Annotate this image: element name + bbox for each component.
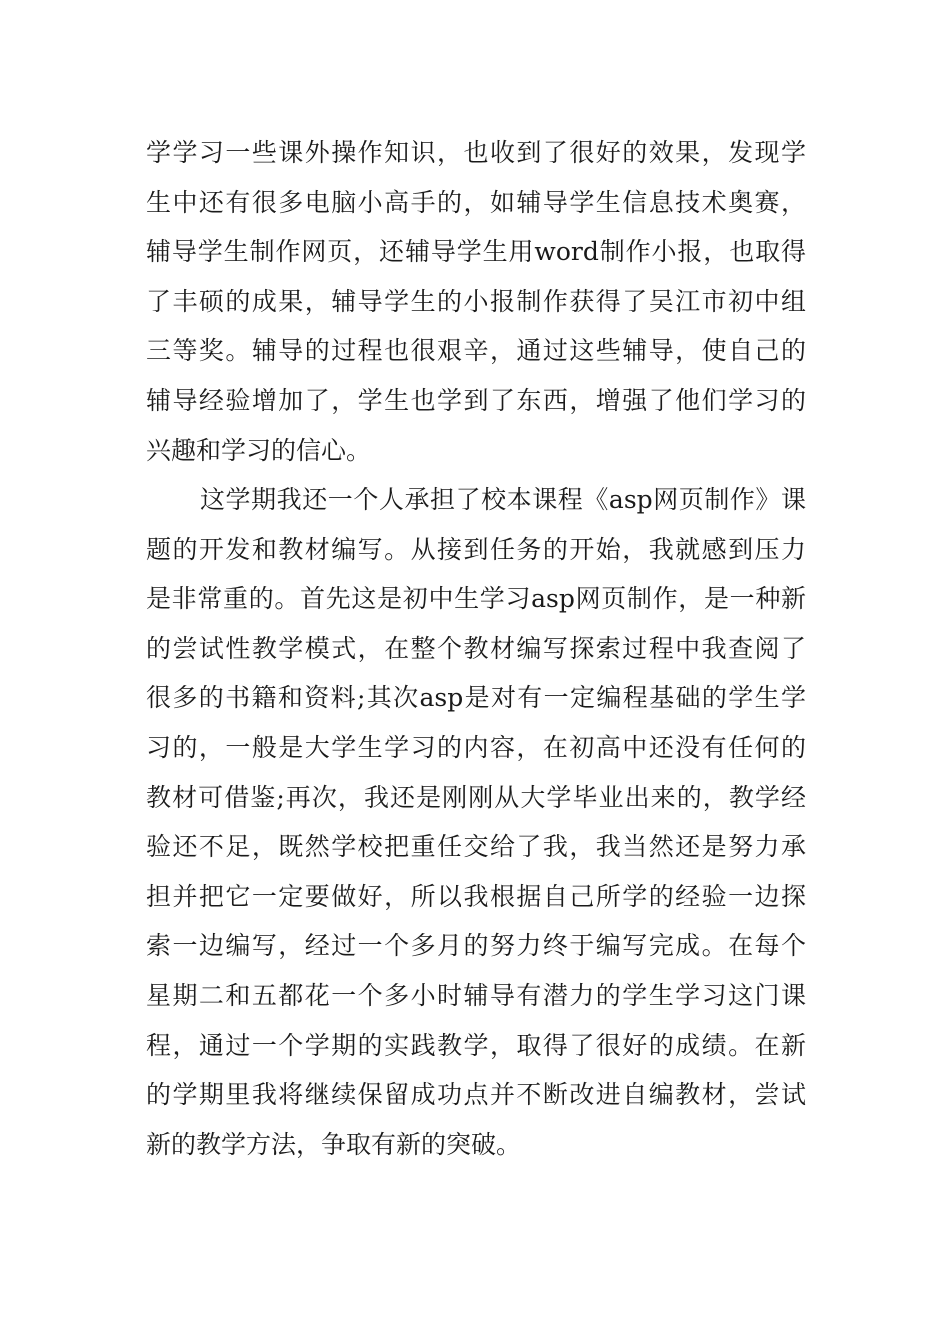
text-line: 兴趣和学习的信心。 — [146, 435, 372, 465]
text-line: 星期二和五都花一个多小时辅导有潜力的学生学习这门课 — [146, 980, 806, 1010]
paragraph-1 — [146, 128, 806, 475]
text-line: 是非常重的。首先这是初中生学习asp网页制作，是一种新 — [146, 584, 806, 614]
text-line: 程，通过一个学期的实践教学，取得了很好的成绩。在新 — [146, 1030, 806, 1060]
text-line: 三等奖。辅导的过程也很艰辛，通过这些辅导，使自己的 — [146, 336, 806, 366]
text-line: 习的，一般是大学生学习的内容，在初高中还没有任何的 — [146, 732, 806, 762]
text-line: 担并把它一定要做好，所以我根据自己所学的经验一边探 — [146, 881, 806, 911]
text-line: 教材可借鉴;再次，我还是刚刚从大学毕业出来的，教学经 — [146, 782, 806, 812]
text-line: 这学期我还一个人承担了校本课程《asp网页制作》课 — [200, 485, 806, 514]
paragraph-2 — [146, 475, 806, 1169]
text-line: 很多的书籍和资料;其次asp是对有一定编程基础的学生学 — [146, 683, 806, 713]
text-line: 新的教学方法，争取有新的突破。 — [146, 1129, 522, 1159]
text-line: 题的开发和教材编写。从接到任务的开始，我就感到压力 — [146, 534, 806, 564]
text-line: 的学期里我将继续保留成功点并不断改进自编教材，尝试 — [146, 1080, 806, 1110]
text-line: 生中还有很多电脑小高手的，如辅导学生信息技术奥赛， — [146, 187, 806, 217]
text-line: 辅导经验增加了，学生也学到了东西，增强了他们学习的 — [146, 385, 806, 415]
text-line: 索一边编写，经过一个多月的努力终于编写完成。在每个 — [146, 931, 806, 961]
text-line: 学学习一些课外操作知识，也收到了很好的效果，发现学 — [146, 138, 806, 167]
text-line: 了丰硕的成果，辅导学生的小报制作获得了吴江市初中组 — [146, 286, 806, 316]
text-line: 验还不足，既然学校把重任交给了我，我当然还是努力承 — [146, 832, 806, 862]
text-line: 的尝试性教学模式，在整个教材编写探索过程中我查阅了 — [146, 633, 806, 663]
text-line: 辅导学生制作网页，还辅导学生用word制作小报，也取得 — [146, 237, 806, 267]
